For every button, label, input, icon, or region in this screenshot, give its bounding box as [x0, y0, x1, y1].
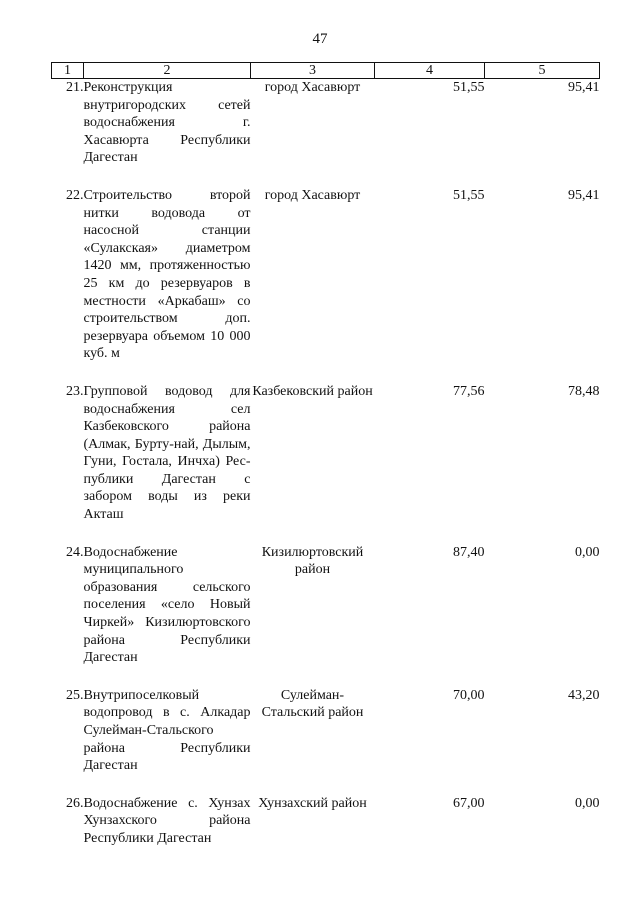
- page-number: 47: [312, 31, 328, 47]
- value-col-5: 78,48: [568, 383, 600, 399]
- project-location: Хунзахский район: [258, 795, 367, 811]
- column-header-2: 2: [84, 63, 251, 79]
- value-col-4: 51,55: [453, 80, 485, 95]
- column-header-1: 1: [52, 63, 84, 79]
- value-col-5: 0,00: [575, 544, 600, 560]
- row-number: 23.: [66, 383, 84, 399]
- project-name: Строительство второй нитки водовода от насосной станции «Сулакская» диаметром 1420 мм, протяженностью 25 км до резервуаров в местности «Аркабаш» со строительством доп. резервуара объемом 10 000 куб. м: [83, 187, 251, 362]
- project-location: Сулейман-Стальский район: [261, 687, 364, 721]
- project-name: Групповой водовод для водоснабжения сел Казбековского района (Алмак, Бурту-най, Дылым, Гуни, Гостала, Инчха) Рес-публики Дагестан с забором воды из реки Акташ: [83, 383, 251, 523]
- table-row: [52, 687, 600, 795]
- project-name: Водоснабжение муниципального образования сельского поселения «село Новый Чиркей» Кизилюртовского района Республики Дагестан: [83, 544, 251, 666]
- row-number: 22.: [66, 187, 84, 203]
- value-col-5: 0,00: [575, 795, 600, 811]
- project-name: Водоснабжение с. Хунзах Хунзахского района Республики Дагестан: [83, 795, 251, 846]
- value-col-5: 95,41: [568, 187, 600, 203]
- table-row: [52, 79, 600, 187]
- project-location: Кизилюртовский район: [261, 544, 364, 578]
- column-header-4: 4: [375, 63, 485, 79]
- value-col-4: 77,56: [453, 383, 485, 399]
- value-col-5: 43,20: [568, 687, 600, 703]
- value-col-4: 67,00: [453, 795, 485, 811]
- table-row: [52, 383, 600, 544]
- row-number: 24.: [66, 544, 84, 560]
- value-col-5: 95,41: [568, 80, 600, 95]
- value-col-4: 51,55: [453, 187, 485, 203]
- column-number-row: [52, 63, 600, 79]
- table-row: [52, 187, 600, 383]
- project-location: город Хасавюрт: [264, 80, 361, 95]
- project-name: Внутрипоселковый водопровод в с. Алкадар Сулейман-Стальского района Республики Дагестан: [83, 687, 251, 774]
- row-number: 25.: [66, 687, 84, 703]
- column-header-5: 5: [485, 63, 600, 79]
- project-name: Реконструкция внутригородских сетей водоснабжения г. Хасавюрта Республики Дагестан: [83, 80, 251, 166]
- project-location: город Хасавюрт: [264, 187, 361, 203]
- value-col-4: 87,40: [453, 544, 485, 560]
- table-row: [52, 544, 600, 687]
- column-header-3: 3: [251, 63, 375, 79]
- row-number: 21.: [66, 80, 84, 95]
- project-location: Казбековский район: [252, 383, 373, 399]
- value-col-4: 70,00: [453, 687, 485, 703]
- table-row: [52, 795, 600, 868]
- row-number: 26.: [66, 795, 84, 811]
- projects-table: [51, 62, 600, 868]
